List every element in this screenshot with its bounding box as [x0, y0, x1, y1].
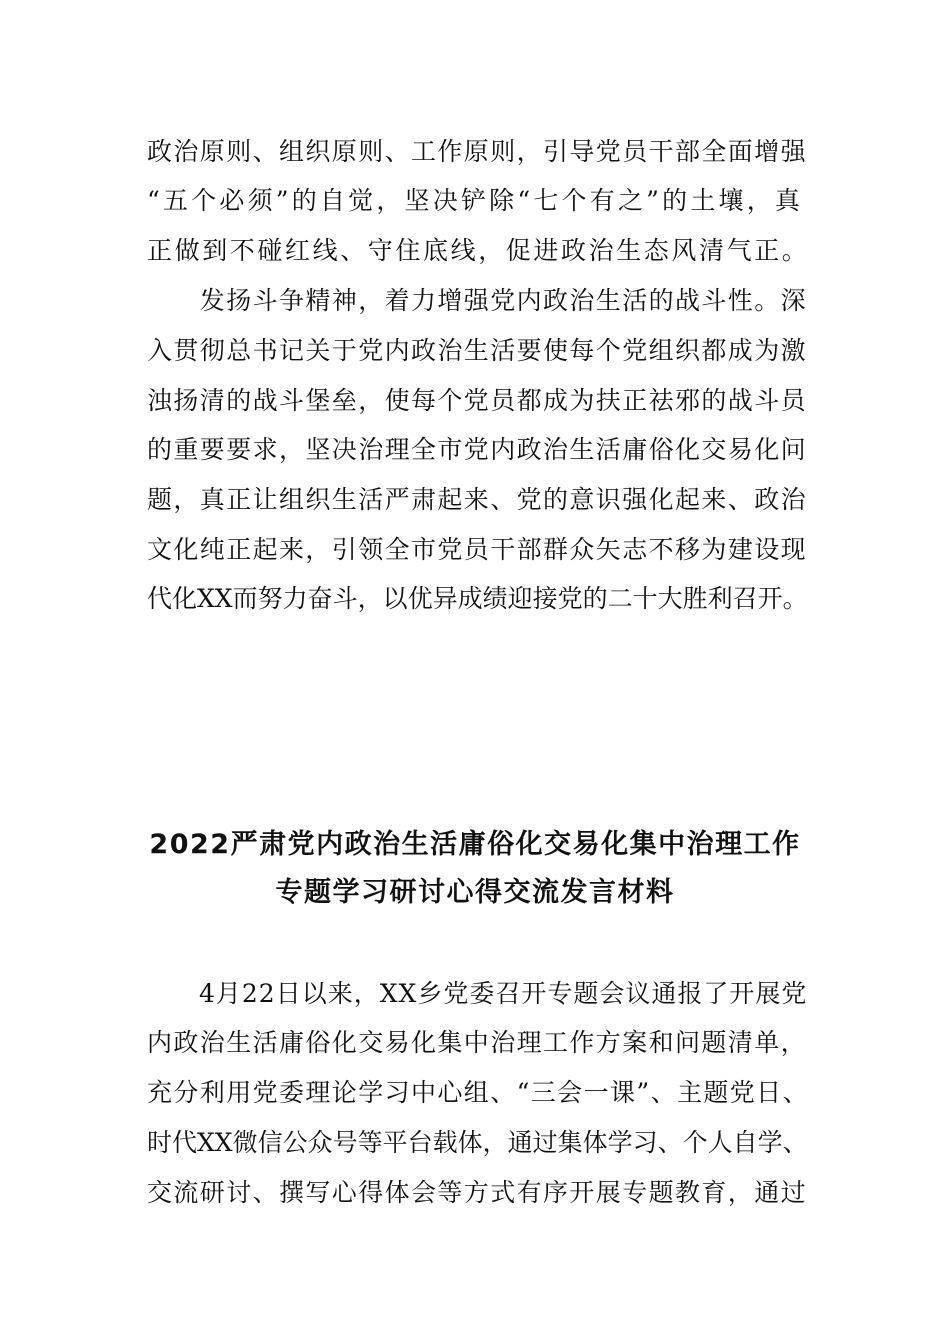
- text-line: 时代XX微信公众号等平台载体，通过集体学习、个人自学、: [147, 1128, 808, 1157]
- text-line: 交流研讨、撰写心得体会等方式有序开展专题教育，通过: [147, 1178, 808, 1207]
- text-line: 题，真正让组织生活严肃起来、党的意识强化起来、政治: [147, 485, 808, 514]
- text-line: “五个必须”的自觉，坚决铲除“七个有之”的土壤，真: [147, 186, 804, 215]
- text-line: 发扬斗争精神，着力增强党内政治生活的战斗性。深: [147, 286, 808, 315]
- article-title-line-2: 专题学习研讨心得交流发言材料: [275, 877, 675, 908]
- text-line: 政治原则、组织原则、工作原则，引导党员干部全面增强: [147, 137, 808, 166]
- text-line: 文化纯正起来，引领全市党员干部群众矢志不移为建设现: [147, 535, 808, 564]
- text-line: 4月22日以来，XX乡党委召开专题会议通报了开展党: [147, 979, 808, 1008]
- article-title-line-1: 2022严肃党内政治生活庸俗化交易化集中治理工作: [149, 829, 801, 860]
- text-line: 内政治生活庸俗化交易化集中治理工作方案和问题清单，: [147, 1028, 808, 1057]
- text-line: 代化XX而努力奋斗，以优异成绩迎接党的二十大胜利召开。: [147, 584, 808, 613]
- text-line: 浊扬清的战斗堡垒，使每个党员都成为扶正祛邪的战斗员: [147, 386, 808, 415]
- text-line: 充分利用党委理论学习中心组、“三会一课”、主题党日、: [147, 1078, 809, 1107]
- text-line: 正做到不碰红线、守住底线，促进政治生态风清气正。: [147, 236, 810, 265]
- text-line: 入贯彻总书记关于党内政治生活要使每个党组织都成为激: [147, 336, 808, 365]
- text-line: 的重要要求，坚决治理全市党内政治生活庸俗化交易化问: [147, 435, 808, 464]
